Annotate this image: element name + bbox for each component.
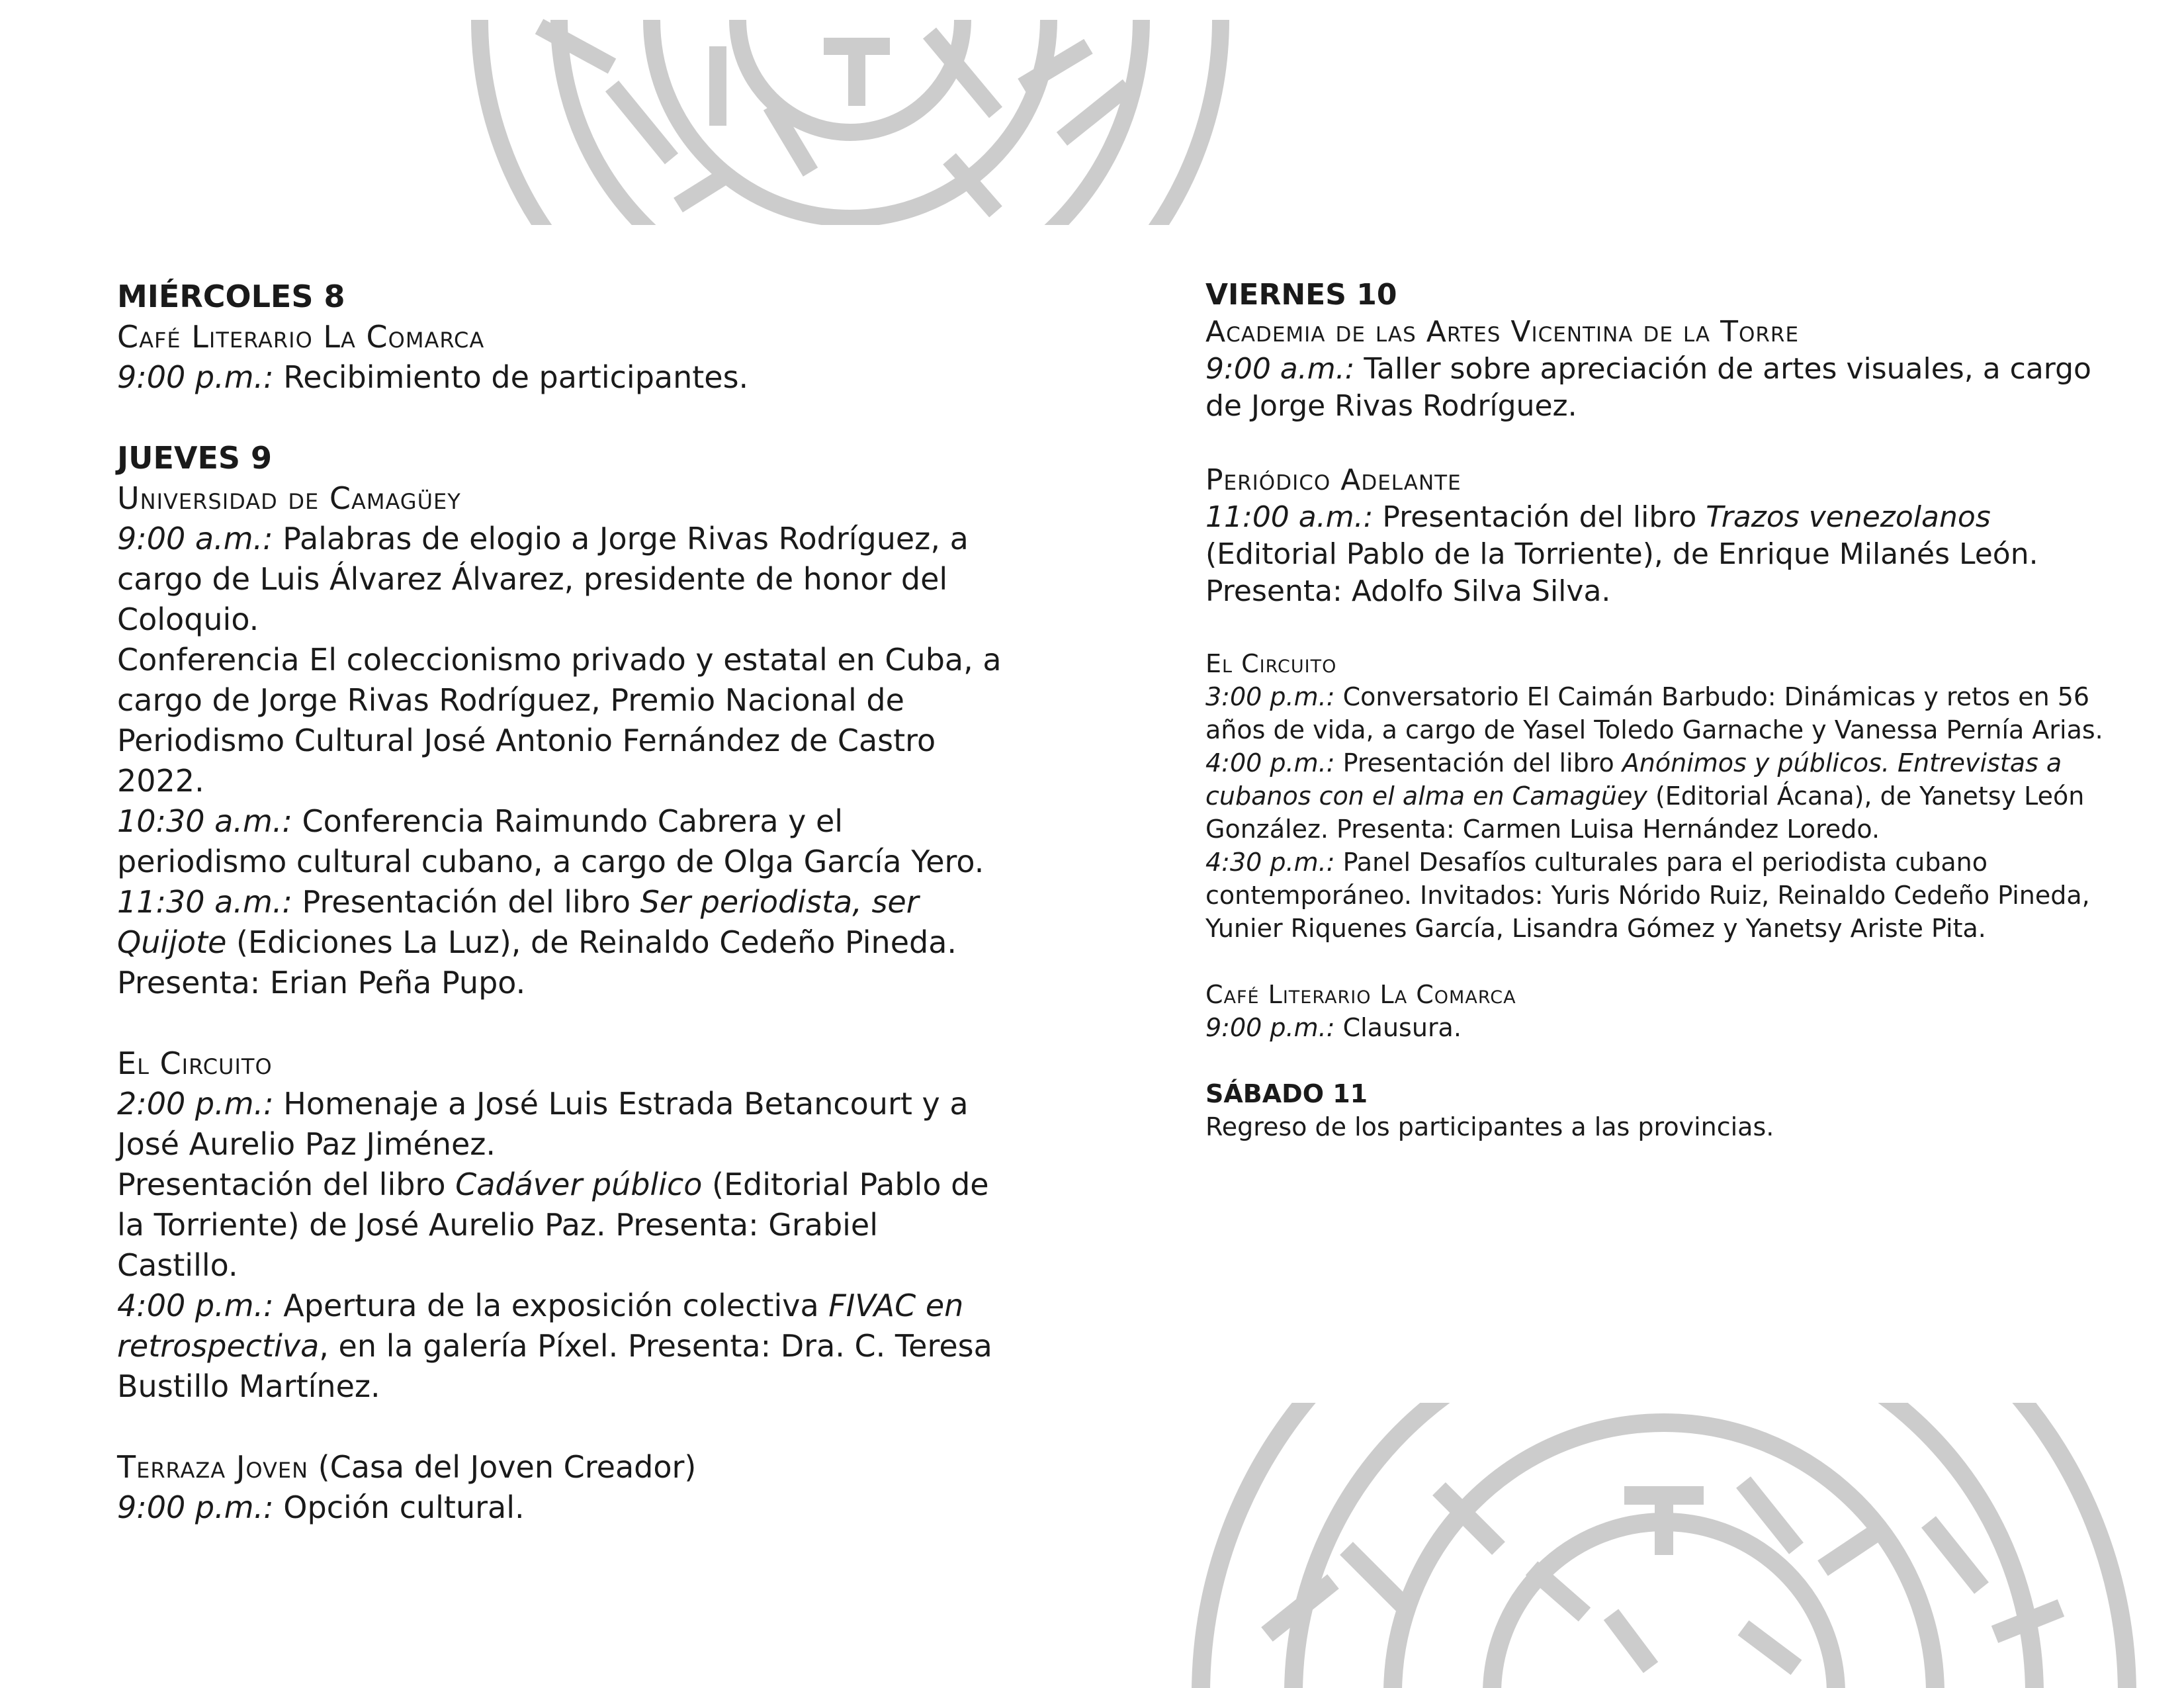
book-title: Trazos venezolanos [1706, 500, 1991, 534]
event-time: 9:00 p.m.: [1205, 1013, 1335, 1042]
schedule-item [117, 519, 1004, 640]
day-heading-wednesday: MIÉRCOLES 8 [117, 279, 345, 314]
event-text: Conferencia Raimundo Cabrera y el periodismo cultural cubano, a cargo de Olga García Yero. [117, 803, 984, 879]
schedule-item [1205, 846, 2118, 945]
book-title: Anónimos y públicos. Entrevistas a cubanos con el alma en Camagüey [1205, 748, 2062, 811]
event-text: Presentación del libro [117, 1167, 456, 1202]
venue-cafe-literario: Café Literario La Comarca [1205, 980, 1516, 1009]
venue-detail: (Casa del Joven Creador) [308, 1449, 697, 1485]
left-column [117, 277, 1004, 1528]
event-text: (Editorial Pablo de la Torriente), de Enrique Milanés León. Presenta: Adolfo Silva Silva. [1205, 537, 2038, 608]
event-time: 9:00 a.m.: [1205, 352, 1355, 386]
event-text: Clausura. [1334, 1013, 1462, 1042]
top-labyrinth-ornament [463, 0, 1237, 225]
venue-line [117, 1447, 1004, 1488]
el-circuito-block [1205, 647, 2118, 1143]
event-time: 4:30 p.m.: [1205, 848, 1335, 877]
event-time: 3:00 p.m.: [1205, 682, 1335, 711]
day-heading-saturday: SÁBADO 11 [1205, 1079, 1368, 1108]
venue-universidad: Universidad de Camagüey [117, 480, 461, 516]
schedule-item [117, 801, 1004, 882]
event-time: 9:00 a.m.: [117, 521, 273, 556]
event-time: 2:00 p.m.: [117, 1086, 274, 1122]
event-text: Presentación del libro [1334, 748, 1622, 777]
schedule-item [1205, 499, 2118, 610]
event-text: Opción cultural. [273, 1489, 525, 1525]
venue-periodico-adelante: Periódico Adelante [1205, 463, 1462, 497]
schedule-item [1205, 1011, 2118, 1044]
schedule-item [1205, 351, 2118, 425]
schedule-item [117, 882, 1004, 1003]
event-text: , en la galería Píxel. Presenta: Dra. C. Teresa Bustillo Martínez. [117, 1328, 992, 1404]
bottom-labyrinth-ornament [1184, 1403, 2144, 1688]
event-time: 11:30 a.m.: [117, 884, 292, 920]
event-text: Homenaje a José Luis Estrada Betancourt y a José Aurelio Paz Jiménez. [117, 1086, 969, 1162]
event-text: Apertura de la exposición colectiva [273, 1288, 829, 1323]
event-time: 4:00 p.m.: [117, 1288, 274, 1323]
schedule-item [117, 1488, 1004, 1528]
day-heading-friday: VIERNES 10 [1205, 278, 1397, 312]
event-text: (Editorial Ácana), de Yanetsy León González. Presenta: Carmen Luisa Hernández Loredo. [1205, 781, 2085, 844]
schedule-item: Conferencia El coleccionismo privado y estatal en Cuba, a cargo de Jorge Rivas Rodríguez, Premio Nacional de Periodismo Cultural José Antonio Fernández de Castro 2022. [117, 642, 1002, 799]
venue-cafe-literario: Café Literario La Comarca [117, 319, 485, 355]
event-text: Presentación del libro [292, 884, 640, 920]
event-text: (Editorial Pablo de la Torriente) de José Aurelio Paz. Presenta: Grabiel Castillo. [117, 1167, 989, 1283]
event-time: 4:00 p.m.: [1205, 748, 1335, 777]
event-text: Presentación del libro [1373, 500, 1706, 534]
day-heading-thursday: JUEVES 9 [117, 440, 273, 476]
event-time: 9:00 p.m.: [117, 359, 274, 395]
event-text: Palabras de elogio a Jorge Rivas Rodríguez, a cargo de Luis Álvarez Álvarez, presidente de honor del Coloquio. [117, 521, 969, 637]
event-text: Taller sobre apreciación de artes visuales, a cargo de Jorge Rivas Rodríguez. [1205, 352, 2091, 423]
right-column [1205, 277, 2118, 1143]
book-title: Cadáver público [455, 1167, 703, 1202]
schedule-item [1205, 746, 2118, 846]
schedule-item [117, 1286, 1004, 1407]
event-text: Panel Desafíos culturales para el periodista cubano contemporáneo. Invitados: Yuris Nórido Ruiz, Reinaldo Cedeño Pineda, Yunier Riquenes García, Lisandra Gómez y Yanetsy Ariste Pita. [1205, 848, 2090, 943]
book-title: Ser periodista, ser Quijote [117, 884, 919, 960]
venue-academia: Academia de las Artes Vicentina de la Torre [1205, 315, 1800, 349]
schedule-item [117, 1165, 1004, 1286]
event-text: (Ediciones La Luz), de Reinaldo Cedeño Pineda. Presenta: Erian Peña Pupo. [117, 924, 957, 1000]
schedule-item [117, 1084, 1004, 1165]
schedule-item [117, 357, 1004, 398]
venue-el-circuito: El Circuito [1205, 649, 1337, 678]
venue-terraza-joven: Terraza Joven [117, 1449, 309, 1485]
schedule-item: Regreso de los participantes a las provincias. [1205, 1112, 1774, 1141]
event-time: 11:00 a.m.: [1205, 500, 1374, 534]
exhibition-title: FIVAC en retrospectiva [117, 1288, 964, 1364]
venue-el-circuito: El Circuito [117, 1045, 273, 1081]
event-time: 10:30 a.m.: [117, 803, 292, 839]
event-text: Recibimiento de participantes. [273, 359, 749, 395]
schedule-item [1205, 680, 2118, 746]
event-text: Conversatorio El Caimán Barbudo: Dinámicas y retos en 56 años de vida, a cargo de Yasel Toledo Garnache y Vanessa Pernía Arias. [1205, 682, 2103, 744]
event-time: 9:00 p.m.: [117, 1489, 274, 1525]
